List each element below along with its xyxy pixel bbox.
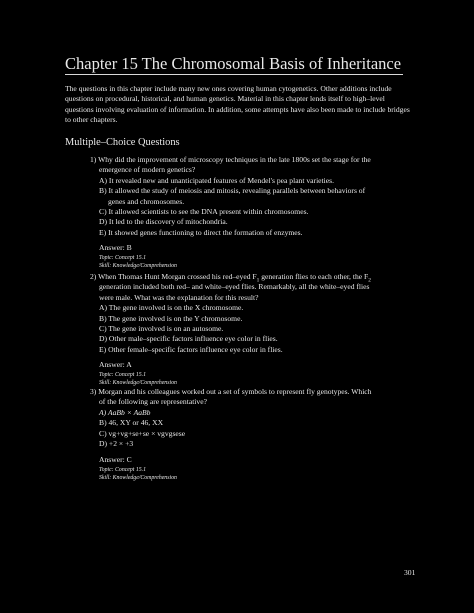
choice-b-continued: genes and chromosomes. [108, 196, 185, 206]
choice-b: B) The gene involved is on the Y chromosome. [99, 313, 243, 323]
skill-line: Skill: Knowledge/Comprehension [99, 379, 177, 386]
choice-b: B) It allowed the study of meiosis and mitosis, revealing parallels between behaviors of [99, 186, 366, 196]
question-stem-continued: emergence of modern genetics? [99, 165, 196, 175]
answer-line: Answer: C [99, 455, 132, 465]
choice-d: D) +2 × +3 [99, 439, 134, 449]
choice-d: D) Other male–specific factors influence eye color in flies. [99, 334, 278, 344]
choice-e: E) It showed genes functioning to direct the formation of enzymes. [99, 227, 303, 237]
stem-text-part1: 2) When Thomas Hunt Morgan crossed his red–eyed F [90, 272, 257, 281]
answer-choices [90, 303, 420, 355]
skill-line: Skill: Knowledge/Comprehension [99, 262, 177, 269]
chapter-title: Chapter 15 The Chromosomal Basis of Inheritance [65, 54, 402, 73]
choice-c: C) vg+vg+se+se × vgvgsese [99, 428, 186, 438]
answer-choices [90, 408, 420, 450]
topic-line: Topic: Concept 15.1 [99, 371, 146, 378]
choice-a: A) The gene involved is on the X chromosome. [99, 303, 244, 313]
choice-e: E) Other female–specific factors influence eye color in flies. [99, 344, 283, 354]
question-3 [90, 387, 420, 482]
topic-line: Topic: Concept 15.1 [99, 254, 146, 261]
skill-line: Skill: Knowledge/Comprehension [99, 475, 177, 482]
question-stem-continued-2: were male. What was the explanation for this result? [99, 292, 259, 302]
question-stem-continued: of the following are representative? [99, 397, 207, 407]
question-stem [90, 272, 420, 282]
choice-a: A) It revealed new and unanticipated features of Mendel's pea plant varieties. [99, 175, 334, 185]
question-stem: 3) Morgan and his colleagues worked out a set of symbols to represent fly genotypes. Which [90, 387, 372, 396]
section-heading: Multiple–Choice Questions [65, 137, 180, 148]
answer-choices [90, 176, 420, 238]
chapter-intro-paragraph: The questions in this chapter include many new ones covering human cytogenetics. Other additions include questions on procedural, historical, and human genetics. Material in this chapter lends itself to high–level questions involving evaluation of information. In addition, some attempts have also been made to include bridges to other chapters. [65, 84, 410, 125]
question-stem-continued: generation included both red– and white–eyed flies. Remarkably, all the white–eyed flies [99, 282, 370, 292]
question-1 [90, 155, 420, 270]
choice-a: A) AaBb × AaBb [99, 407, 151, 417]
choice-c: C) It allowed scientists to see the DNA present within chromosomes. [99, 207, 309, 217]
stem-text-part2: generation flies to each other, the F [259, 272, 369, 281]
choice-c: C) The gene involved is on an autosome. [99, 324, 224, 334]
subscript-2: 2 [368, 277, 371, 284]
page-number: 301 [404, 568, 416, 577]
answer-line: Answer: A [99, 360, 132, 370]
answer-line: Answer: B [99, 243, 132, 253]
choice-d: D) It led to the discovery of mitochondria. [99, 217, 228, 227]
choice-b: B) 46, XY or 46, XX [99, 418, 164, 428]
subscript-1: 1 [256, 277, 260, 284]
question-stem: 1) Why did the improvement of microscopy techniques in the late 1800s set the stage for the [90, 155, 371, 164]
question-2 [90, 272, 420, 387]
topic-line: Topic: Concept 15.1 [99, 466, 146, 473]
